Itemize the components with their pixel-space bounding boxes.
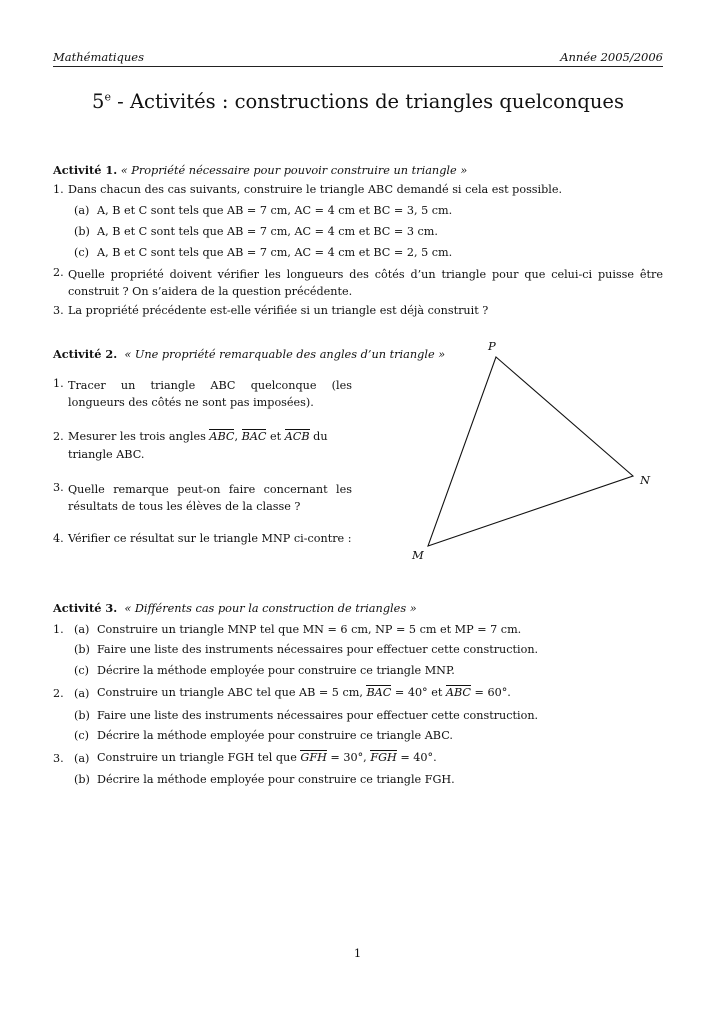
activity-1-q1-number: 1. [53, 183, 64, 196]
activity-3-q2b-text: Faire une liste des instruments nécessaires pour effectuer cette construction. [97, 709, 539, 722]
activity-3-label: Activité 3. [53, 601, 118, 615]
angle-bac-2: BAC [366, 686, 392, 699]
activity-3-q3b-text: Décrire la méthode employée pour construire ce triangle FGH. [97, 773, 455, 786]
activity-1-q1c-label: (c) [74, 246, 89, 259]
activity-1-subtitle: « Propriété nécessaire pour pouvoir construire un triangle » [120, 164, 468, 177]
angle-acb: ACB [284, 430, 310, 443]
header-rule [53, 66, 663, 67]
activity-3-q2-number: 2. [53, 687, 64, 700]
activity-1-q1-text: Dans chacun des cas suivants, construire le triangle ABC demandé si cela est possible. [68, 183, 563, 196]
activity-2-q2-number: 2. [53, 430, 64, 443]
activity-2-label: Activité 2. [53, 347, 118, 361]
activity-3-q1c-label: (c) [74, 664, 89, 677]
activity-2-q3-text: Quelle remarque peut-on faire concernant les résultats de tous les élèves de la classe ? [68, 483, 352, 513]
title-grade-sup: e [104, 90, 111, 104]
activity-3-q1b-label: (b) [74, 643, 90, 656]
angle-abc-2: ABC [445, 686, 471, 699]
angle-abc: ABC [209, 430, 235, 443]
activity-2-q1-text: Tracer un triangle ABC quelconque (les longueurs des côtés ne sont pas imposées). [68, 379, 352, 409]
activity-3-q2b-label: (b) [74, 709, 90, 722]
activity-3-q1a-text: Construire un triangle MNP tel que MN = 6 cm, NP = 5 cm et MP = 7 cm. [97, 623, 522, 636]
angle-fgh: FGH [370, 751, 397, 764]
activity-3-q2c-text: Décrire la méthode employée pour construire ce triangle ABC. [97, 729, 453, 742]
triangle-mnp [428, 357, 633, 546]
activity-3-q3a-label: (a) [74, 752, 90, 765]
activity-2-q3-number: 3. [53, 481, 64, 494]
activity-3-heading [53, 601, 417, 615]
activity-2-q1-number: 1. [53, 377, 64, 390]
activity-3-q2c-label: (c) [74, 729, 89, 742]
activity-2-q4-text: Vérifier ce résultat sur le triangle MNP ci-contre : [68, 532, 352, 545]
activity-3-q2a-text: Construire un triangle ABC tel que AB = 5 cm, BAC = 40° et ABC = 60°. [97, 686, 511, 699]
activity-1-label: Activité 1. [53, 163, 118, 177]
angle-bac: BAC [241, 430, 267, 443]
activity-3-q1b-text: Faire une liste des instruments nécessaires pour effectuer cette construction. [97, 643, 539, 656]
activity-1-q2-text: Quelle propriété doivent vérifier les longueurs des côtés d’un triangle pour que celui-ci puisse être construit ? On s’aidera de la question précédente. [68, 268, 663, 298]
activity-3-q1c-text: Décrire la méthode employée pour construire ce triangle MNP. [97, 664, 455, 677]
activity-1-q1a-text: A, B et C sont tels que AB = 7 cm, AC = 4 cm et BC = 3, 5 cm. [97, 204, 453, 217]
activity-2-heading [53, 347, 445, 361]
page-number: 1 [353, 946, 362, 960]
activity-3-q1-number: 1. [53, 623, 64, 636]
activity-3-q1a-label: (a) [74, 623, 90, 636]
vertex-label-n: N [640, 473, 651, 487]
header-subject: Mathématiques [53, 50, 145, 64]
activity-3-subtitle: « Différents cas pour la construction de triangles » [124, 602, 417, 615]
angle-gfh: GFH [300, 751, 327, 764]
activity-1-q2-number: 2. [53, 266, 64, 279]
triangle-mnp-figure [400, 330, 670, 570]
vertex-label-m: M [412, 548, 424, 562]
activity-1-heading [53, 163, 467, 177]
header-year: Année 2005/2006 [560, 50, 663, 64]
activity-1-q3-text: La propriété précédente est-elle vérifiée si un triangle est déjà construit ? [68, 304, 489, 317]
activity-1-q3-number: 3. [53, 304, 64, 317]
activity-3-q3b-label: (b) [74, 773, 90, 786]
activity-3-q3a-text: Construire un triangle FGH tel que GFH = 30°, FGH = 40°. [97, 751, 437, 764]
activity-1-q1b-text: A, B et C sont tels que AB = 7 cm, AC = 4 cm et BC = 3 cm. [97, 225, 438, 238]
activity-1-q1a-label: (a) [74, 204, 90, 217]
activity-3-q3-number: 3. [53, 752, 64, 765]
activity-3-q2a-label: (a) [74, 687, 90, 700]
title-grade: 5 [92, 90, 105, 113]
page-title [53, 90, 663, 113]
vertex-label-p: P [488, 339, 496, 353]
activity-2-q4-number: 4. [53, 532, 64, 545]
activity-2-q2-text: Mesurer les trois angles ABC, BAC et ACB du triangle ABC. [68, 430, 328, 461]
activity-1-q1c-text: A, B et C sont tels que AB = 7 cm, AC = 4 cm et BC = 2, 5 cm. [97, 246, 453, 259]
title-text: - Activités : constructions de triangles quelconques [110, 90, 624, 113]
activity-2-subtitle: « Une propriété remarquable des angles d’un triangle » [124, 348, 446, 361]
activity-1-q1b-label: (b) [74, 225, 90, 238]
